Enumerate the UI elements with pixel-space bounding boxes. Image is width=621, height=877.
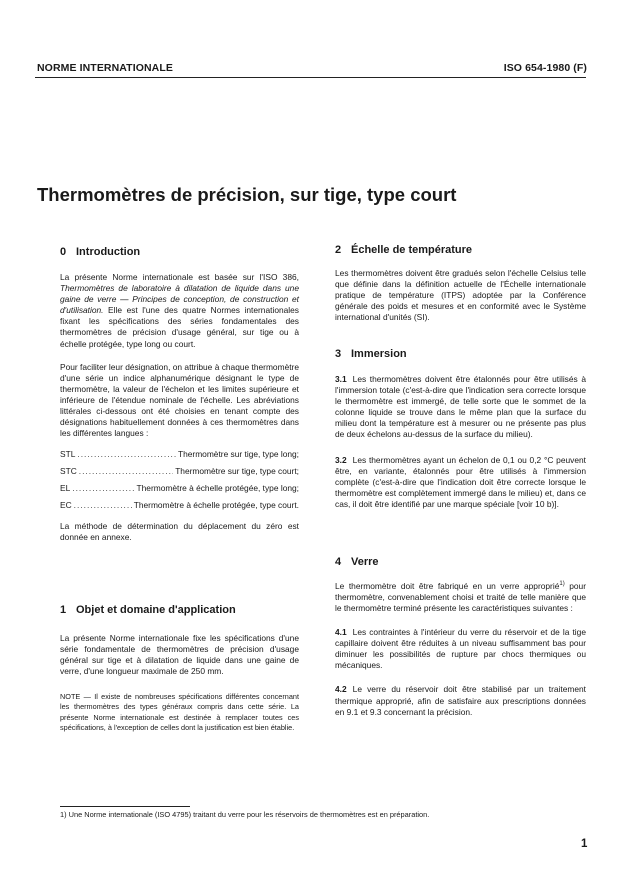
page-number: 1 <box>581 838 588 850</box>
scope-paragraph: La présente Norme internationale fixe les spécifications d'une série fondamentale de thermomètres de précision d'usage général sur tige et à dilatation de liquide dans une gaine de verre, d'une longueur maximale de 250 mm. <box>60 633 299 677</box>
clause-number: 3.1 <box>335 374 347 384</box>
clause-3-2: 3.2 Les thermomètres ayant un échelon de 0,1 ou 0,2 °C peuvent être, en variante, étalonnés pour être utilisés à l'immersion complète (c'est-à-dire que l'indication doit être correcte lorsque le thermomètre est complètement immergé dans le milieu) et, dans ce cas, il doit être identifié par une marque spéciale [voir 10 b)]. <box>335 454 586 509</box>
footnote-rule <box>60 806 190 807</box>
referenced-standard-title: Thermomètres de laboratoire à dilatation de liquide dans une gaine de verre — Principes de conception, de construction et d'utilisation. <box>60 283 299 316</box>
abbreviation-description: Thermomètre à échelle protégée, type court. <box>133 500 299 511</box>
dot-leader <box>79 466 173 477</box>
footnote: 1) Une Norme internationale (ISO 4795) traitant du verre pour les réservoirs de thermomètres est en préparation. <box>60 810 430 819</box>
abbreviation-code: STL <box>60 449 76 460</box>
abbreviation-code: STC <box>60 466 77 477</box>
section-0-heading <box>60 246 140 258</box>
clause-number: 3.2 <box>335 454 347 465</box>
section-title: Échelle de température <box>351 244 473 256</box>
section-title: Objet et domaine d'application <box>76 604 236 616</box>
section-number: 0 <box>60 246 67 258</box>
dot-leader <box>77 449 176 460</box>
document-title: Thermomètres de précision, sur tige, type court <box>37 184 457 205</box>
temperature-scale-paragraph: Les thermomètres doivent être gradués selon l'échelle Celsius telle que définie dans la définition actuelle de l'Échelle internationale pratique de température (ITPS) adoptée par la Conférence générale des poids et mesures et en conformité avec le Système international d'unités (SI). <box>335 268 586 323</box>
abbreviation-description: Thermomètre sur tige, type court; <box>175 466 299 477</box>
section-4-body <box>335 579 586 718</box>
scope-note: NOTE — Il existe de nombreuses spécifications différentes concernant les thermomètres des types généraux compris dans cette série. La présente Norme internationale est destinée à remplacer toutes ces spécifications, à l'exception de celles dont la justification est bien établie. <box>60 692 299 733</box>
section-0-body <box>60 272 299 544</box>
section-title: Introduction <box>76 246 141 258</box>
abbreviation-row <box>60 500 299 511</box>
section-number: 2 <box>335 244 342 256</box>
clause-3-1: 3.1 Les thermomètres doivent être étalonnés pour être utilisés à l'immersion totale (c'est-à-dire que l'indication sera correcte lorsque le thermomètre est immergé, de telle sorte que le sommet de la colonne liquide se trouve dans le même plan que la surface du milieu dont la température est à mesurer ou ne présente pas plus de deux échelons au-dessus de la surface du milieu). <box>335 374 586 440</box>
abbreviation-row <box>60 466 299 477</box>
clause-4-2: 4.2 Le verre du réservoir doit être stabilisé par un traitement thermique approprié, afin de satisfaire aux prescriptions données en 9.1 et 9.3 concernant la précision. <box>335 684 586 717</box>
dot-leader <box>72 483 134 494</box>
section-2-heading <box>335 244 472 256</box>
clause-number: 4.2 <box>335 684 347 695</box>
section-3-body <box>335 374 586 510</box>
document-reference: ISO 654-1980 (F) <box>503 62 587 74</box>
section-number: 1 <box>60 604 67 616</box>
abbreviation-code: EL <box>60 483 71 494</box>
clause-4-1: 4.1 Les contraintes à l'intérieur du verre du réservoir et de la tige capillaire doivent être réduites à un niveau suffisamment bas pour diminuer les possibilités de rupture par chocs thermiques ou mécaniques. <box>335 627 586 671</box>
dot-leader <box>74 500 132 511</box>
header-rule <box>35 77 586 78</box>
glass-intro-paragraph: Le thermomètre doit être fabriqué en un verre approprié$^{1)}$ pour thermomètre, convenablement choisi et traité de telle manière que le thermomètre terminé présente les caractéristiques suivantes : <box>335 580 586 613</box>
abbreviation-list <box>60 449 299 511</box>
abbreviation-description: Thermomètre sur tige, type long; <box>177 449 299 460</box>
footnote-reference: 1) <box>559 581 565 587</box>
abbreviation-row <box>60 483 299 494</box>
abbreviation-code: EC <box>60 500 72 511</box>
document-series-label: NORME INTERNATIONALE <box>37 62 173 74</box>
clause-number: 4.1 <box>335 627 347 638</box>
section-title: Immersion <box>351 348 407 360</box>
abbreviation-description: Thermomètre à échelle protégée, type long; <box>136 483 299 494</box>
section-2-body <box>335 268 586 323</box>
intro-paragraph-1: La présente Norme internationale est basée sur l'ISO 386, Thermomètres de laboratoire à dilatation de liquide dans une gaine de verre — Principes de conception, de construction et d'utilisation. Elle est l'une des quatre Normes internationales fixant les spécifications des séries fondamentales des thermomètres de précision d'usage général, sur tige ou à échelle protégée, type long ou court. <box>60 272 299 349</box>
section-4-heading <box>335 556 379 568</box>
intro-paragraph-2: Pour faciliter leur désignation, on attribue à chaque thermomètre d'une série un indice alphanumérique désignant le type de thermomètre, la valeur de l'échelon et les limites supérieure et inférieure de l'étendue nominale de l'échelle. Les abréviations littérales ci-dessous ont été choisies en tenant compte des désignations habituellement données à ces thermomètres dans les différentes langues : <box>60 361 299 439</box>
section-3-heading <box>335 348 407 360</box>
section-number: 3 <box>335 348 342 360</box>
section-number: 4 <box>335 556 342 568</box>
abbreviation-row <box>60 449 299 460</box>
intro-paragraph-3: La méthode de détermination du déplacement du zéro est donnée en annexe. <box>60 521 299 543</box>
section-1-heading <box>60 604 236 616</box>
section-1-body <box>60 633 299 677</box>
section-title: Verre <box>351 556 379 568</box>
